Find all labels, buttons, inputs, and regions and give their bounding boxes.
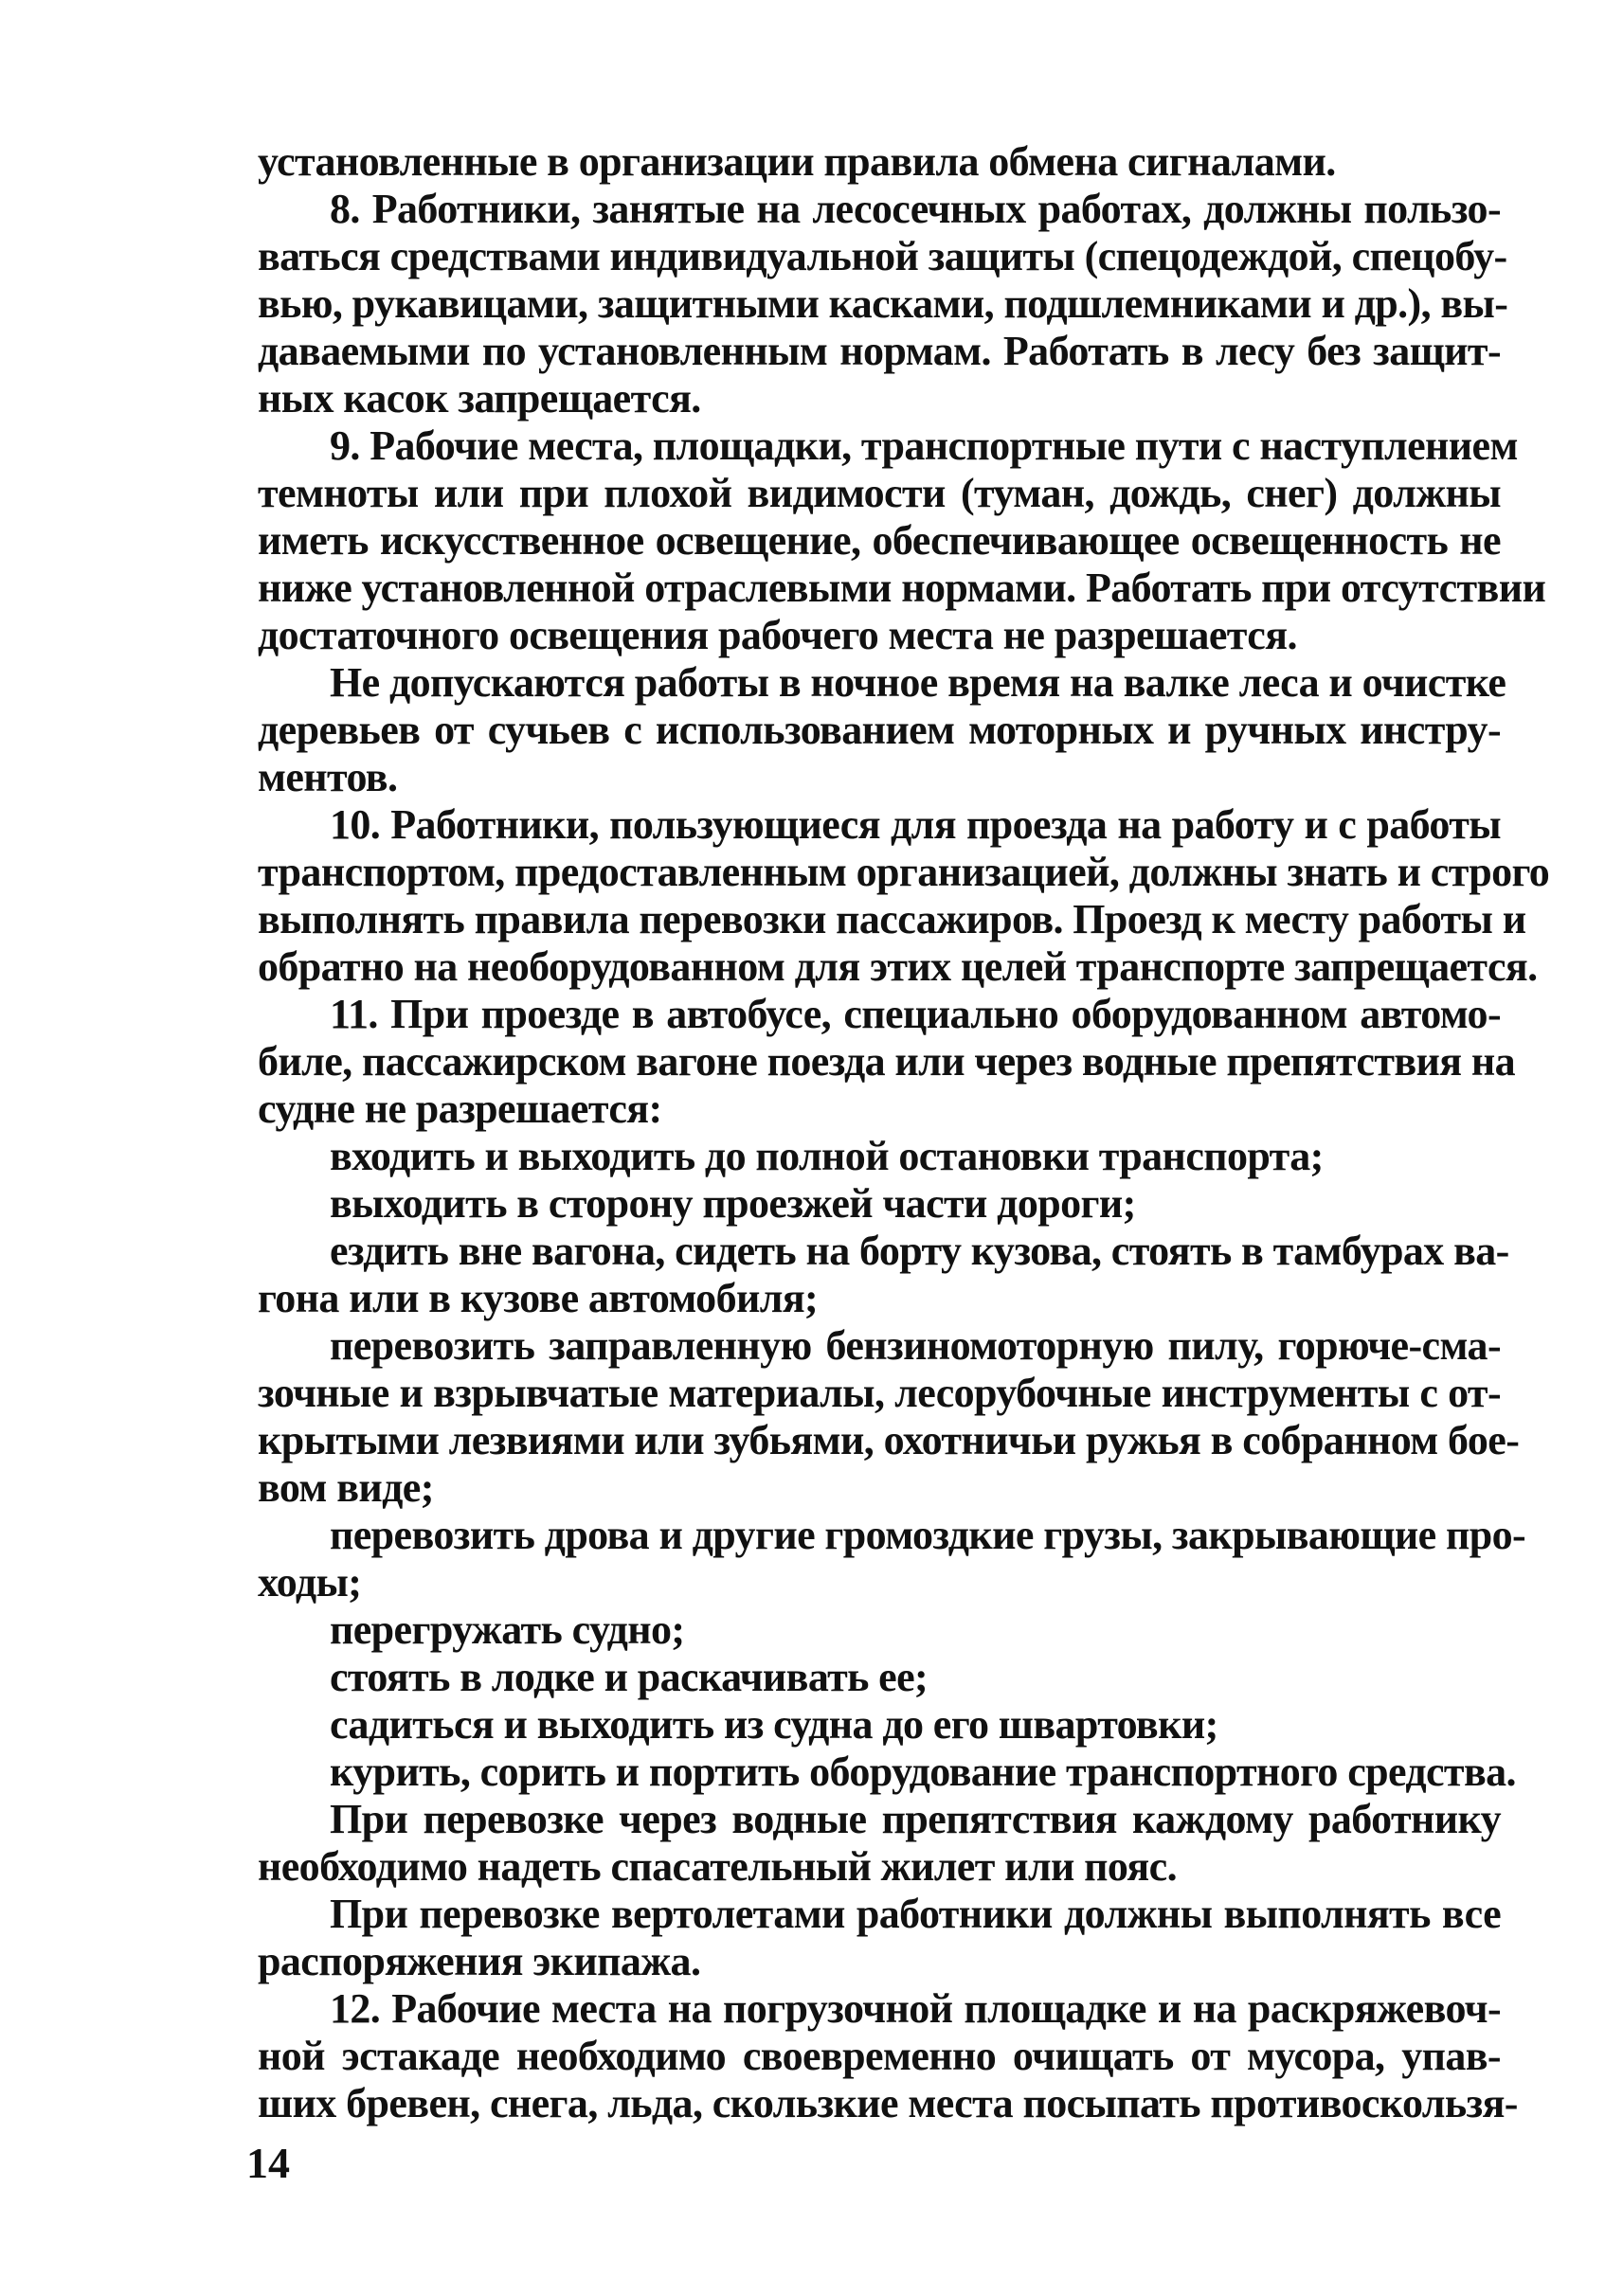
- text-line: перевозить заправленную бензиномоторную пилу, горюче-сма-: [330, 1322, 1501, 1369]
- text-line: ших бревен, снега, льда, скользкие места посыпать противоскользя-: [258, 2080, 1518, 2126]
- text-line: ваться средствами индивидуальной защиты (спецодеждой, спецобу-: [258, 233, 1507, 279]
- text-line: выполнять правила перевозки пассажиров. Проезд к месту работы и: [258, 896, 1526, 942]
- text-line: ездить вне вагона, сидеть на борту кузова, стоять в тамбурах ва-: [330, 1228, 1509, 1274]
- text-line: темноты или при плохой видимости (туман, дождь, снег) должны: [258, 470, 1501, 516]
- text-line: гона или в кузове автомобиля;: [258, 1275, 819, 1321]
- text-line: 11. При проезде в автобусе, специально оборудованном автомо-: [330, 991, 1501, 1037]
- text-line: садиться и выходить из судна до его швартовки;: [330, 1701, 1218, 1748]
- text-line: стоять в лодке и раскачивать ее;: [330, 1654, 929, 1700]
- text-line: необходимо надеть спасательный жилет или пояс.: [258, 1843, 1177, 1890]
- text-line: 10. Работники, пользующиеся для проезда на работу и с работы: [330, 801, 1501, 848]
- page-number: 14: [246, 2139, 290, 2187]
- text-line: установленные в организации правила обмена сигналами.: [258, 138, 1336, 185]
- text-line: крытыми лезвиями или зубьями, охотничьи ружья в собранном бое-: [258, 1417, 1520, 1463]
- text-line: биле, пассажирском вагоне поезда или через водные препятствия на: [258, 1038, 1515, 1085]
- text-line: вом виде;: [258, 1464, 434, 1511]
- text-line: достаточного освещения рабочего места не разрешается.: [258, 612, 1297, 658]
- text-line: ментов.: [258, 754, 398, 800]
- text-line: ниже установленной отраслевыми нормами. Работать при отсутствии: [258, 565, 1546, 611]
- text-line: выходить в сторону проезжей части дороги;: [330, 1180, 1136, 1227]
- text-line: При перевозке вертолетами работники должны выполнять все: [330, 1891, 1501, 1937]
- text-line: обратно на необорудованном для этих целей транспорте запрещается.: [258, 943, 1538, 990]
- text-line: перевозить дрова и другие громоздкие грузы, закрывающие про-: [330, 1512, 1526, 1558]
- text-line: 12. Рабочие места на погрузочной площадке и на раскряжевоч-: [330, 1985, 1501, 2032]
- text-line: курить, сорить и портить оборудование транспортного средства.: [330, 1749, 1516, 1795]
- text-line: При перевозке через водные препятствия каждому работнику: [330, 1796, 1501, 1842]
- text-line: даваемыми по установленным нормам. Работать в лесу без защит-: [258, 328, 1501, 374]
- text-line: перегружать судно;: [330, 1606, 685, 1653]
- text-line: входить и выходить до полной остановки транспорта;: [330, 1133, 1324, 1179]
- text-line: судне не разрешается:: [258, 1085, 662, 1132]
- text-line: 8. Работники, занятые на лесосечных работах, должны пользо-: [330, 186, 1501, 232]
- text-line: транспортом, предоставленным организацией, должны знать и строго: [258, 849, 1550, 895]
- text-line: зочные и взрывчатые материалы, лесорубочные инструменты с от-: [258, 1370, 1501, 1416]
- text-line: Не допускаются работы в ночное время на валке леса и очистке: [330, 659, 1506, 706]
- text-line: ходы;: [258, 1559, 362, 1605]
- text-line: иметь искусственное освещение, обеспечивающее освещенность не: [258, 517, 1501, 564]
- text-line: ных касок запрещается.: [258, 375, 701, 422]
- text-line: вью, рукавицами, защитными касками, подшлемниками и др.), вы-: [258, 280, 1508, 327]
- text-line: ной эстакаде необходимо своевременно очищать от мусора, упав-: [258, 2033, 1501, 2079]
- text-line: 9. Рабочие места, площадки, транспортные пути с наступлением: [330, 422, 1518, 469]
- text-line: распоряжения экипажа.: [258, 1938, 701, 1984]
- text-line: деревьев от сучьев с использованием моторных и ручных инстру-: [258, 707, 1501, 753]
